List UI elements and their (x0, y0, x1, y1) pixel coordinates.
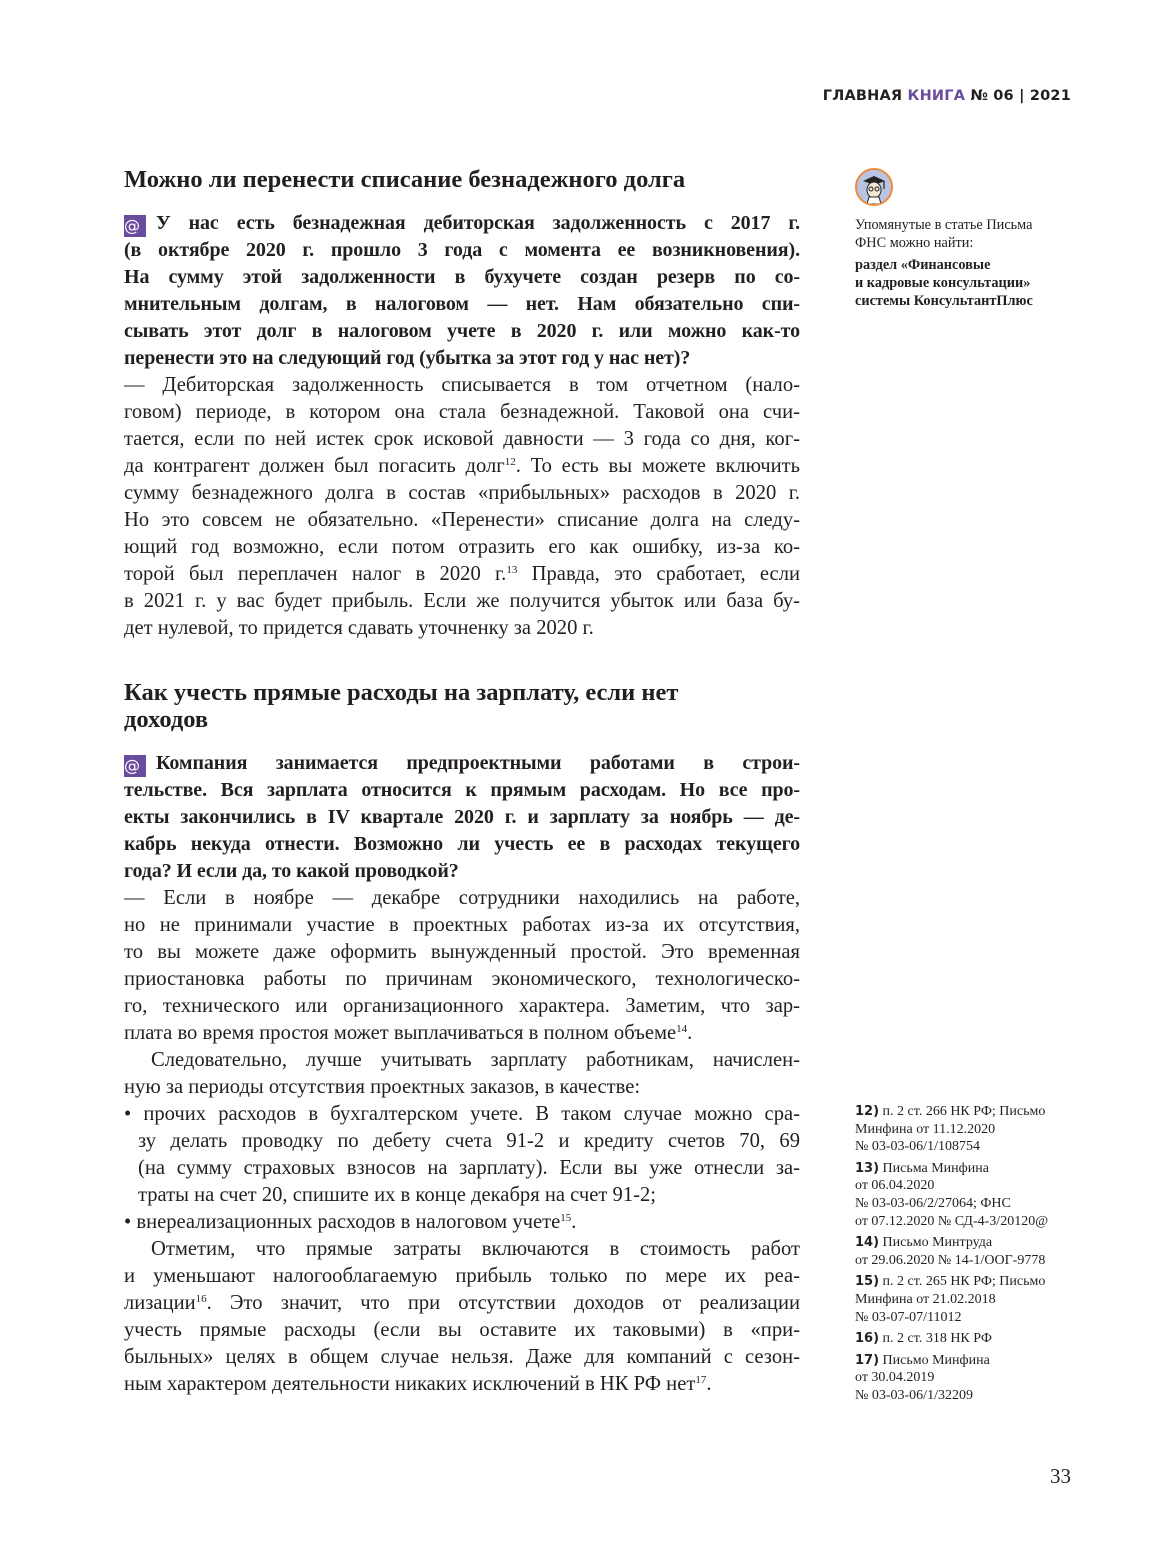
answer-text: траты на счет 20, спишите их в конце декабря на счет 91-2; (138, 1184, 656, 1206)
answer-text: Правда, это сработает, если (517, 563, 800, 585)
answer (124, 372, 800, 642)
answer (124, 885, 800, 1398)
footnote-text: Письма Минфина (882, 1160, 989, 1176)
footnote-line (855, 1177, 1085, 1195)
answer-text: то вы можете даже оформить вынужденный простой. Это временная (124, 941, 800, 963)
answer-line (124, 1290, 800, 1317)
footnote-ref: 14 (676, 1023, 688, 1035)
footnote-line (855, 1252, 1085, 1270)
footnote-ref: 13 (506, 564, 518, 576)
footnote-ref: 12 (504, 456, 516, 468)
answer-text: . То есть вы можете включить (515, 455, 800, 477)
answer-text: и уменьшают налогооблагаемую прибыль только по мере их реа- (124, 1265, 800, 1287)
answer-text: быльных» целях в общем случае нельзя. Даже для компаний с сезон- (124, 1346, 800, 1368)
answer-line (124, 1317, 800, 1344)
question-line (124, 831, 800, 858)
footnote-text: Письмо Минфина (882, 1352, 990, 1368)
footnote-line (855, 1291, 1085, 1309)
question-line (124, 291, 800, 318)
page-number: 33 (1050, 1464, 1071, 1488)
answer-text: говом) периоде, в котором она стала безнадежной. Таковой она счи- (124, 401, 800, 423)
sidebar-bold-line: системы КонсультантПлюс (855, 293, 1033, 309)
section-title (124, 166, 800, 193)
answer-text: ющий год возможно, если потом отразить его как ошибку, из-за ко- (124, 536, 800, 558)
answer-text: ным характером деятельности никаких исключений в НК РФ нет (124, 1373, 696, 1395)
question-line (124, 777, 800, 804)
footnote (855, 1103, 1085, 1156)
footnote (855, 1330, 1085, 1348)
answer-line (124, 939, 800, 966)
footnote-ref: 16 (195, 1293, 207, 1305)
footnote-number: 12) (855, 1104, 880, 1119)
answer-text: — Если в ноябре — декабре сотрудники находились на работе, (124, 887, 800, 909)
section-spacer (124, 642, 800, 679)
footnote-text: № 03-07-07/11012 (855, 1309, 962, 1325)
answer-line (124, 453, 800, 480)
magazine-name-accent: КНИГА (907, 88, 966, 104)
running-header (823, 88, 1071, 104)
answer-line (124, 1074, 800, 1101)
footnote-line (855, 1330, 1085, 1348)
answer-line (124, 426, 800, 453)
answer-text: лизации (124, 1292, 196, 1314)
answer-line (124, 507, 800, 534)
sidebar-bold-line: раздел «Финансовые (855, 257, 991, 273)
bullet-line (124, 1128, 800, 1155)
footnote-line (855, 1387, 1085, 1405)
answer-text: плата во время простоя может выплачиваться в полном объеме (124, 1022, 677, 1044)
footnote-text: п. 2 ст. 265 НК РФ; Письмо (882, 1274, 1046, 1290)
footnote-line (855, 1195, 1085, 1213)
footnote-line (855, 1309, 1085, 1327)
answer-line (124, 993, 800, 1020)
section-title (124, 679, 800, 733)
footnote (855, 1160, 1085, 1230)
question-text: (в октябре 2020 г. прошло 3 года с момента ее возникновения). (124, 239, 800, 261)
bullet-line (124, 1182, 800, 1209)
answer-text: . (706, 1373, 712, 1395)
sidebar-note (855, 168, 1085, 310)
footnote-text: п. 2 ст. 266 НК РФ; Письмо (882, 1104, 1046, 1119)
footnote-text: от 06.04.2020 (855, 1178, 935, 1194)
footnote-text: от 30.04.2019 (855, 1370, 935, 1386)
answer-text: . (687, 1022, 693, 1044)
answer-line (124, 1020, 800, 1047)
answer-line (124, 1344, 800, 1371)
answer-line (124, 1371, 800, 1398)
answer-line (124, 1236, 800, 1263)
answer-line (124, 912, 800, 939)
question-text: На сумму этой задолженности в бухучете создан резерв по со- (124, 266, 800, 288)
footnote-number: 14) (855, 1235, 880, 1251)
footnote-line (855, 1273, 1085, 1291)
question-text: кабрь некуда отнести. Возможно ли учесть ее в расходах текущего (124, 833, 800, 855)
footnote-text: от 07.12.2020 № СД-4-3/20120@ (855, 1213, 1049, 1229)
question-text: мнительным долгам, в налоговом — нет. Нам обязательно спи- (124, 293, 800, 315)
answer-line (124, 399, 800, 426)
answer-text: учесть прямые расходы (если вы оставите их таковыми) в «при- (124, 1319, 800, 1341)
answer-text: в 2021 г. у вас будет прибыль. Если же получится убыток или база бу- (124, 590, 800, 612)
footnote-number: 17) (855, 1352, 880, 1368)
footnote-text: Письмо Минтруда (882, 1235, 993, 1251)
answer-text: . Это значит, что при отсутствии доходов от реализации (206, 1292, 800, 1314)
question-line (124, 345, 800, 372)
footnote (855, 1234, 1085, 1269)
footnote-line (855, 1160, 1085, 1178)
answer-text: го, технического или организационного характера. Заметим, что зар- (124, 995, 800, 1017)
email-question-icon: @ (124, 215, 146, 237)
answer-line (124, 1263, 800, 1290)
answer-text: но не принимали участие в проектных работах из-за их отсутствия, (124, 914, 800, 936)
answer-line (124, 372, 800, 399)
footnote (855, 1273, 1085, 1326)
footnote-line (855, 1234, 1085, 1252)
question-text: перенести это на следующий год (убытка за этот год у нас нет)? (124, 347, 691, 369)
footnote-line (855, 1103, 1085, 1121)
answer-text: приостановка работы по причинам экономического, технологическо- (124, 968, 800, 990)
answer-text: Следовательно, лучше учитывать зарплату работникам, начислен- (151, 1049, 800, 1071)
answer-text: торой был переплачен налог в 2020 г. (124, 563, 507, 585)
question (124, 750, 800, 885)
section-title-line: Как учесть прямые расходы на зарплату, если нет (124, 679, 679, 706)
answer-text: • прочих расходов в бухгалтерском учете. В таком случае можно сра- (124, 1103, 800, 1125)
answer-line (124, 480, 800, 507)
answer-text: Но это совсем не обязательно. «Перенести» списание долга на следу- (124, 509, 800, 531)
answer-text: (на сумму страховых взносов на зарплату). Если вы уже отнесли за- (138, 1157, 800, 1179)
article-column (124, 166, 800, 1398)
answer-line (124, 615, 800, 642)
footnote-ref: 17 (695, 1374, 707, 1386)
answer-text: • внереализационных расходов в налоговом учете (124, 1211, 561, 1233)
answer-line (124, 1047, 800, 1074)
question-line (124, 237, 800, 264)
answer-text: да контрагент должен был погасить долг (124, 455, 505, 477)
bullet-line (124, 1209, 800, 1236)
footnote-text: № 03-03-06/1/108754 (855, 1139, 980, 1155)
sidebar-bold-line: и кадровые консультации» (855, 275, 1031, 291)
footnotes (855, 1103, 1085, 1409)
answer-line (124, 588, 800, 615)
question-text: У нас есть безнадежная дебиторская задолженность с 2017 г. (156, 212, 800, 234)
question-line (124, 264, 800, 291)
section-title-line: Можно ли перенести списание безнадежного долга (124, 166, 686, 193)
question-text: Компания занимается предпроектными работами в строи- (156, 752, 800, 774)
footnote-text: Минфина от 11.12.2020 (855, 1121, 996, 1137)
answer-text: сумму безнадежного долга в состав «прибыльных» расходов в 2020 г. (124, 482, 800, 504)
footnote-text: от 29.06.2020 № 14-1/ООГ-9778 (855, 1252, 1046, 1268)
answer-text: дет нулевой, то придется сдавать уточненку за 2020 г. (124, 617, 594, 639)
question-text: сывать этот долг в налоговом учете в 2020 г. или можно как-то (124, 320, 800, 342)
footnote-text: п. 2 ст. 318 НК РФ (882, 1331, 992, 1347)
answer-text: . (571, 1211, 577, 1233)
footnote-line (855, 1369, 1085, 1387)
answer-text: — Дебиторская задолженность списывается в том отчетном (нало- (124, 374, 800, 396)
question-line (124, 750, 800, 777)
answer-text: тается, если по ней истек срок исковой давности — 3 года со дня, ког- (124, 428, 800, 450)
answer-text: зу делать проводку по дебету счета 91-2 и кредиту счетов 70, 69 (138, 1130, 800, 1152)
question-text: тельстве. Вся зарплата относится к прямым расходам. Но все про- (124, 779, 800, 801)
question-line (124, 804, 800, 831)
answer-line (124, 966, 800, 993)
answer-line (124, 561, 800, 588)
question-line (124, 318, 800, 345)
magazine-name: ГЛАВНАЯ (822, 88, 903, 104)
question-text: екты закончились в IV квартале 2020 г. и зарплату за ноябрь — де- (124, 806, 800, 828)
footnote-line (855, 1138, 1085, 1156)
footnote (855, 1352, 1085, 1405)
footnote-ref: 15 (560, 1212, 572, 1224)
question-line (124, 858, 800, 885)
footnote-line (855, 1213, 1085, 1231)
footnote-line (855, 1352, 1085, 1370)
footnote-text: № 03-03-06/1/32209 (855, 1387, 973, 1403)
answer-text: ную за периоды отсутствия проектных заказов, в качестве: (124, 1076, 641, 1098)
professor-avatar-icon (855, 168, 893, 206)
sidebar-text-line: ФНС можно найти: (855, 235, 974, 251)
answer-text: Отметим, что прямые затраты включаются в стоимость работ (151, 1238, 800, 1260)
email-question-icon: @ (124, 755, 146, 777)
issue-number: № 06 | 2021 (970, 88, 1071, 104)
answer-line (124, 885, 800, 912)
bullet-line (124, 1101, 800, 1128)
question (124, 210, 800, 372)
bullet-line (124, 1155, 800, 1182)
footnote-number: 13) (855, 1160, 880, 1176)
answer-line (124, 534, 800, 561)
footnote-number: 15) (855, 1274, 880, 1290)
footnote-line (855, 1121, 1085, 1139)
sidebar-text-line: Упомянутые в статье Письма (855, 217, 1033, 233)
footnote-text: Минфина от 21.02.2018 (855, 1291, 996, 1307)
question-line (124, 210, 800, 237)
footnote-text: № 03-03-06/2/27064; ФНС (855, 1195, 1011, 1211)
question-text: года? И если да, то какой проводкой? (124, 860, 459, 882)
section-title-line: доходов (124, 706, 209, 733)
footnote-number: 16) (855, 1331, 880, 1347)
